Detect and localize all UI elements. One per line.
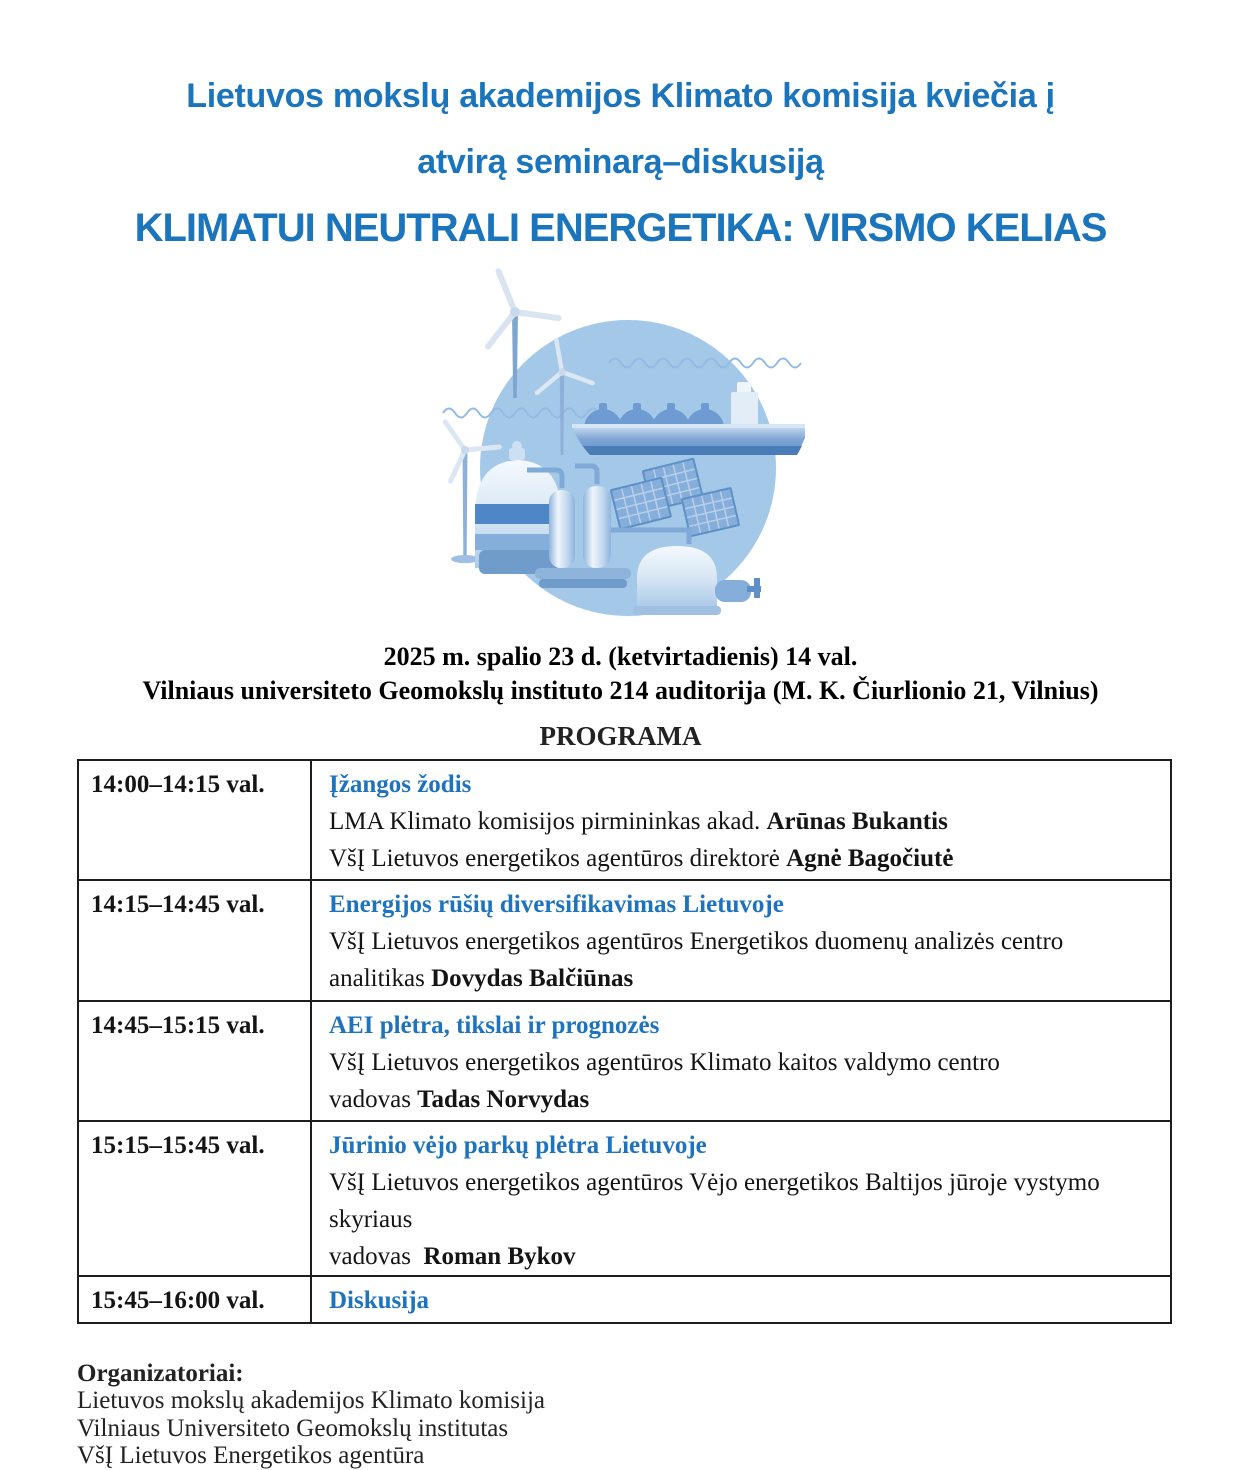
session-time: 14:45–15:15 val.	[78, 1001, 311, 1121]
session-details	[311, 760, 1171, 880]
session-details	[311, 1001, 1171, 1121]
session-description-line	[329, 1081, 1160, 1118]
description-text: analitikas	[329, 964, 432, 992]
page-title-line-1: Lietuvos mokslų akademijos Klimato komisija kviečia į	[186, 77, 1055, 115]
session-description-line	[329, 1044, 1160, 1081]
session-description-line	[329, 923, 1160, 960]
session-title: AEI plėtra, tikslai ir prognozės	[329, 1011, 660, 1039]
session-details	[311, 1276, 1171, 1323]
speaker-name: Agnė Bagočiutė	[786, 844, 954, 872]
speaker-name: Dovydas Balčiūnas	[431, 964, 634, 992]
description-text: vadovas	[329, 1242, 424, 1270]
program-row	[78, 760, 1171, 880]
speaker-name: Roman Bykov	[423, 1242, 576, 1270]
program-row	[78, 1276, 1171, 1323]
page-title-main: KLIMATUI NEUTRALI ENERGETIKA: VIRSMO KELIAS	[134, 205, 1107, 250]
session-title: Diskusija	[329, 1286, 430, 1314]
session-description-line	[329, 803, 1160, 840]
session-time: 14:00–14:15 val.	[78, 760, 311, 880]
page-header	[0, 0, 1241, 250]
organizer-item: VšĮ Lietuvos Energetikos agentūra	[77, 1442, 425, 1470]
session-description-line	[329, 1164, 1160, 1238]
description-text: VšĮ Lietuvos energetikos agentūros Energetikos duomenų analizės centro	[329, 927, 1064, 955]
session-description-line	[329, 840, 1160, 877]
speaker-name: Tadas Norvydas	[417, 1085, 590, 1113]
organizer-item: Lietuvos mokslų akademijos Klimato komisija	[77, 1387, 546, 1415]
session-title: Energijos rūšių diversifikavimas Lietuvoje	[329, 890, 784, 918]
speaker-name: Arūnas Bukantis	[766, 807, 948, 835]
program-row	[78, 1001, 1171, 1121]
organizers-section	[77, 1360, 1241, 1470]
program-row	[78, 880, 1171, 1001]
organizers-heading: Organizatoriai:	[77, 1359, 244, 1387]
session-time: 15:15–15:45 val.	[78, 1121, 311, 1276]
program-heading: PROGRAMA	[539, 720, 702, 751]
energy-illustration-svg	[431, 276, 811, 626]
event-info	[0, 640, 1241, 708]
description-text: VšĮ Lietuvos energetikos agentūros Vėjo energetikos Baltijos jūroje vystymo skyriaus	[329, 1168, 1106, 1233]
description-text: vadovas	[329, 1085, 418, 1113]
session-title: Įžangos žodis	[329, 770, 472, 798]
event-location: Vilniaus universiteto Geomokslų instituto 214 auditorija (M. K. Čiurlionio 21, Vilnius)	[142, 675, 1099, 705]
session-time: 14:15–14:45 val.	[78, 880, 311, 1001]
session-description-line	[329, 960, 1160, 997]
description-text: LMA Klimato komisijos pirmininkas akad.	[329, 807, 767, 835]
session-description-line	[329, 1238, 1160, 1275]
session-details	[311, 1121, 1171, 1276]
description-text: VšĮ Lietuvos energetikos agentūros direktorė	[329, 844, 787, 872]
page-title-line-2: atvirą seminarą–diskusiją	[417, 143, 824, 182]
program-table	[77, 759, 1172, 1324]
energy-illustration	[0, 276, 1241, 626]
session-title: Jūrinio vėjo parkų plėtra Lietuvoje	[329, 1131, 707, 1159]
event-datetime: 2025 m. spalio 23 d. (ketvirtadienis) 14 val.	[383, 641, 858, 671]
session-time: 15:45–16:00 val.	[78, 1276, 311, 1323]
program-row	[78, 1121, 1171, 1276]
organizer-item: Vilniaus Universiteto Geomokslų institutas	[77, 1414, 509, 1442]
description-text: VšĮ Lietuvos energetikos agentūros Klimato kaitos valdymo centro	[329, 1048, 1000, 1076]
session-details	[311, 880, 1171, 1001]
